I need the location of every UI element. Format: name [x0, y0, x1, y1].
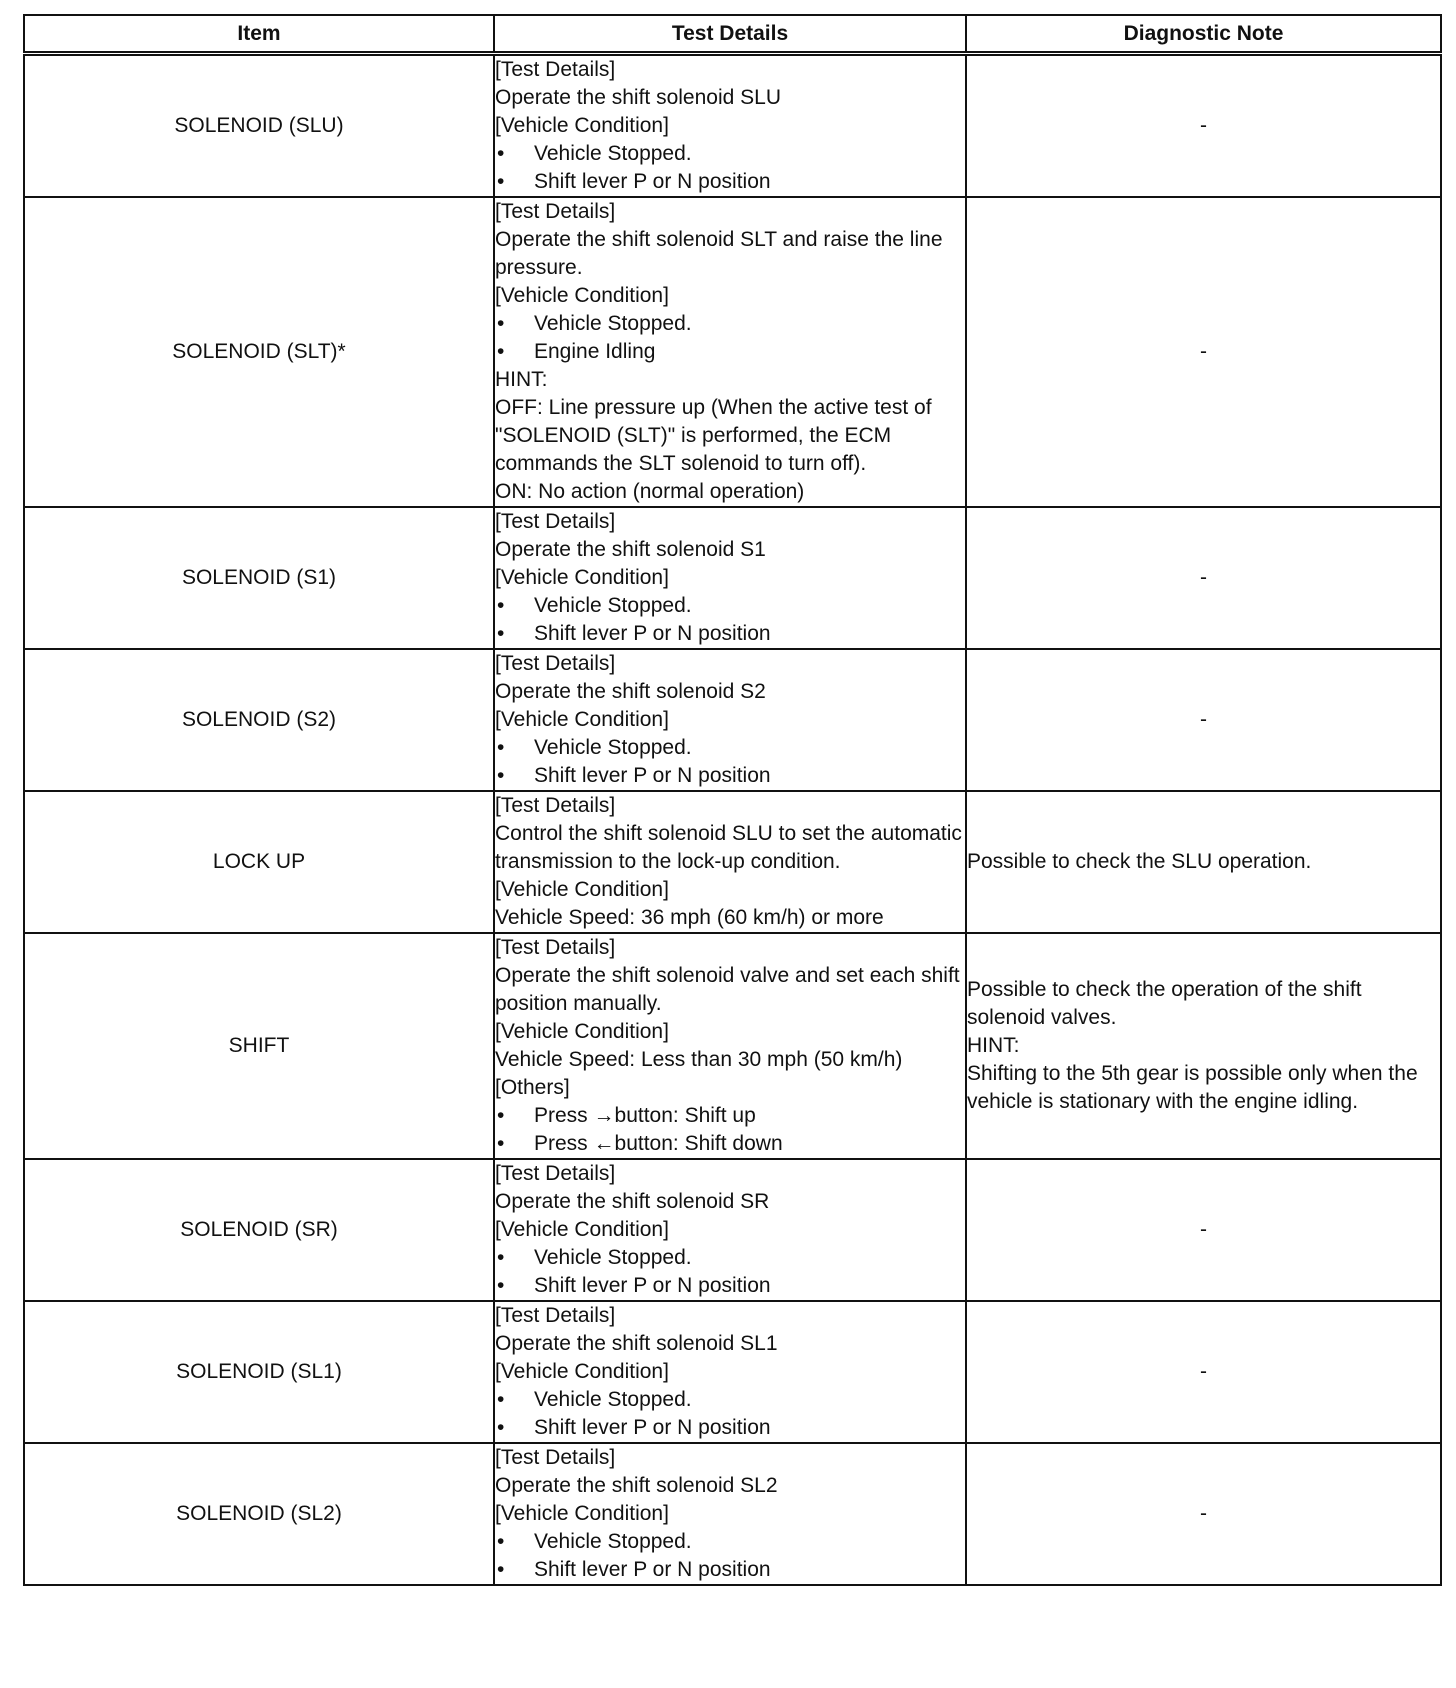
detail-line: [Test Details] — [495, 936, 616, 959]
header-item: Item — [24, 15, 494, 54]
detail-line: OFF: Line pressure up (When the active test of "SOLENOID (SLT)" is performed, the ECM commands the SLT solenoid to turn off). — [495, 396, 938, 475]
bullet-text: Vehicle Stopped. — [534, 1530, 692, 1553]
bullet-text: Engine Idling — [534, 340, 656, 363]
detail-line: [Vehicle Condition] — [495, 878, 669, 901]
test-details-cell — [494, 791, 966, 933]
detail-line: [Test Details] — [495, 1446, 616, 1469]
detail-line: Operate the shift solenoid S2 — [495, 680, 766, 703]
bullet-icon: • — [497, 1104, 505, 1127]
bullet-item — [495, 1130, 965, 1158]
test-details-cell — [494, 507, 966, 649]
detail-line: [Vehicle Condition] — [495, 1360, 669, 1383]
note-line: Possible to check the SLU operation. — [967, 850, 1312, 873]
detail-line: Operate the shift solenoid valve and set each shift position manually. — [495, 964, 966, 1015]
item-cell: SOLENOID (SLU) — [24, 54, 494, 198]
bullet-text: Shift lever P or N position — [534, 170, 771, 193]
item-cell: SOLENOID (SR) — [24, 1159, 494, 1301]
bullet-text: Shift lever P or N position — [534, 1274, 771, 1297]
bullet-text: Vehicle Stopped. — [534, 312, 692, 335]
detail-line: Operate the shift solenoid SLT and raise the line pressure. — [495, 228, 949, 279]
bullet-item — [495, 592, 965, 620]
header-row — [24, 15, 1441, 54]
bullet-item — [495, 620, 965, 648]
bullet-item — [495, 1102, 965, 1130]
bullet-item — [495, 762, 965, 790]
detail-line: [Test Details] — [495, 200, 616, 223]
detail-line: [Vehicle Condition] — [495, 1218, 669, 1241]
bullet-text: Vehicle Stopped. — [534, 142, 692, 165]
bullet-icon: • — [497, 1388, 505, 1411]
detail-line: [Test Details] — [495, 652, 616, 675]
detail-line: Operate the shift solenoid SR — [495, 1190, 770, 1213]
detail-line: [Others] — [495, 1076, 570, 1099]
detail-line: [Vehicle Condition] — [495, 708, 669, 731]
diagnostic-note-cell — [966, 1159, 1441, 1301]
table-header — [24, 15, 1441, 54]
diagnostic-note-cell — [966, 54, 1441, 198]
diagnostic-note-cell — [966, 507, 1441, 649]
bullet-item — [495, 734, 965, 762]
table-row — [24, 933, 1441, 1159]
bullet-icon: • — [497, 622, 505, 645]
diagnostic-note-cell — [966, 1301, 1441, 1443]
item-cell: SOLENOID (S1) — [24, 507, 494, 649]
diagnostic-note-cell — [966, 933, 1441, 1159]
detail-line: [Test Details] — [495, 1304, 616, 1327]
bullet-icon: • — [497, 170, 505, 193]
detail-line: Operate the shift solenoid SL2 — [495, 1474, 778, 1497]
note-line: Shifting to the 5th gear is possible only when the vehicle is stationary with the engine idling. — [967, 1062, 1424, 1113]
diagnostic-note-cell — [966, 649, 1441, 791]
bullet-icon: • — [497, 736, 505, 759]
table-row — [24, 1301, 1441, 1443]
table-row — [24, 1159, 1441, 1301]
bullet-text: Press →button: Shift up — [534, 1104, 756, 1127]
note-line: - — [1200, 1218, 1207, 1241]
bullet-text: Vehicle Stopped. — [534, 1246, 692, 1269]
bullet-item — [495, 1528, 965, 1556]
detail-line: Vehicle Speed: Less than 30 mph (50 km/h) — [495, 1048, 903, 1071]
bullet-icon: • — [497, 340, 505, 363]
active-test-table — [23, 14, 1442, 1586]
test-details-cell — [494, 1159, 966, 1301]
table-body — [24, 54, 1441, 1586]
bullet-icon: • — [497, 1416, 505, 1439]
bullet-item — [495, 1556, 965, 1584]
table-row — [24, 507, 1441, 649]
table-row — [24, 1443, 1441, 1585]
note-line: - — [1200, 1360, 1207, 1383]
header-diagnostic-note: Diagnostic Note — [966, 15, 1441, 54]
detail-line: [Vehicle Condition] — [495, 566, 669, 589]
detail-line: ON: No action (normal operation) — [495, 480, 805, 503]
bullet-text: Shift lever P or N position — [534, 1416, 771, 1439]
bullet-icon: • — [497, 312, 505, 335]
bullet-icon: • — [497, 1530, 505, 1553]
detail-line: Operate the shift solenoid SLU — [495, 86, 782, 109]
note-line: Possible to check the operation of the shift solenoid valves. — [967, 978, 1368, 1029]
item-cell: LOCK UP — [24, 791, 494, 933]
test-details-cell — [494, 1443, 966, 1585]
bullet-text: Shift lever P or N position — [534, 1558, 771, 1581]
bullet-text: Shift lever P or N position — [534, 764, 771, 787]
bullet-icon: • — [497, 1132, 505, 1155]
table-row — [24, 791, 1441, 933]
bullet-icon: • — [497, 764, 505, 787]
table-row — [24, 54, 1441, 198]
bullet-icon: • — [497, 1274, 505, 1297]
bullet-item — [495, 1414, 965, 1442]
bullet-item — [495, 140, 965, 168]
item-cell: SHIFT — [24, 933, 494, 1159]
bullet-text: Shift lever P or N position — [534, 622, 771, 645]
table-row — [24, 649, 1441, 791]
item-cell: SOLENOID (SL1) — [24, 1301, 494, 1443]
detail-line: [Vehicle Condition] — [495, 114, 669, 137]
note-line: - — [1200, 340, 1207, 363]
bullet-item — [495, 1272, 965, 1300]
test-details-cell — [494, 54, 966, 198]
test-details-cell — [494, 933, 966, 1159]
bullet-item — [495, 310, 965, 338]
bullet-text: Vehicle Stopped. — [534, 736, 692, 759]
detail-line: [Vehicle Condition] — [495, 284, 669, 307]
detail-line: HINT: — [495, 368, 548, 391]
bullet-item — [495, 1386, 965, 1414]
note-line: - — [1200, 1502, 1207, 1525]
diagnostic-note-cell — [966, 197, 1441, 507]
test-details-cell — [494, 1301, 966, 1443]
note-line: HINT: — [967, 1034, 1020, 1057]
test-details-cell — [494, 197, 966, 507]
bullet-icon: • — [497, 1558, 505, 1581]
detail-line: [Test Details] — [495, 58, 616, 81]
detail-line: Operate the shift solenoid S1 — [495, 538, 766, 561]
detail-line: Vehicle Speed: 36 mph (60 km/h) or more — [495, 906, 884, 929]
bullet-item — [495, 338, 965, 366]
detail-line: [Vehicle Condition] — [495, 1020, 669, 1043]
detail-line: [Test Details] — [495, 794, 616, 817]
note-line: - — [1200, 566, 1207, 589]
header-test-details: Test Details — [494, 15, 966, 54]
table-row — [24, 197, 1441, 507]
bullet-item — [495, 1244, 965, 1272]
bullet-icon: • — [497, 1246, 505, 1269]
note-line: - — [1200, 708, 1207, 731]
detail-line: [Vehicle Condition] — [495, 1502, 669, 1525]
diagnostic-note-cell — [966, 791, 1441, 933]
bullet-text: Vehicle Stopped. — [534, 594, 692, 617]
diagnostic-note-cell — [966, 1443, 1441, 1585]
bullet-item — [495, 168, 965, 196]
bullet-text: Press ←button: Shift down — [534, 1132, 783, 1155]
detail-line: Operate the shift solenoid SL1 — [495, 1332, 778, 1355]
test-details-cell — [494, 649, 966, 791]
item-cell: SOLENOID (SL2) — [24, 1443, 494, 1585]
bullet-icon: • — [497, 594, 505, 617]
note-line: - — [1200, 114, 1207, 137]
detail-line: [Test Details] — [495, 510, 616, 533]
bullet-icon: • — [497, 142, 505, 165]
bullet-text: Vehicle Stopped. — [534, 1388, 692, 1411]
detail-line: [Test Details] — [495, 1162, 616, 1185]
detail-line: Control the shift solenoid SLU to set the automatic transmission to the lock-up condition. — [495, 822, 968, 873]
item-cell: SOLENOID (SLT)* — [24, 197, 494, 507]
item-cell: SOLENOID (S2) — [24, 649, 494, 791]
